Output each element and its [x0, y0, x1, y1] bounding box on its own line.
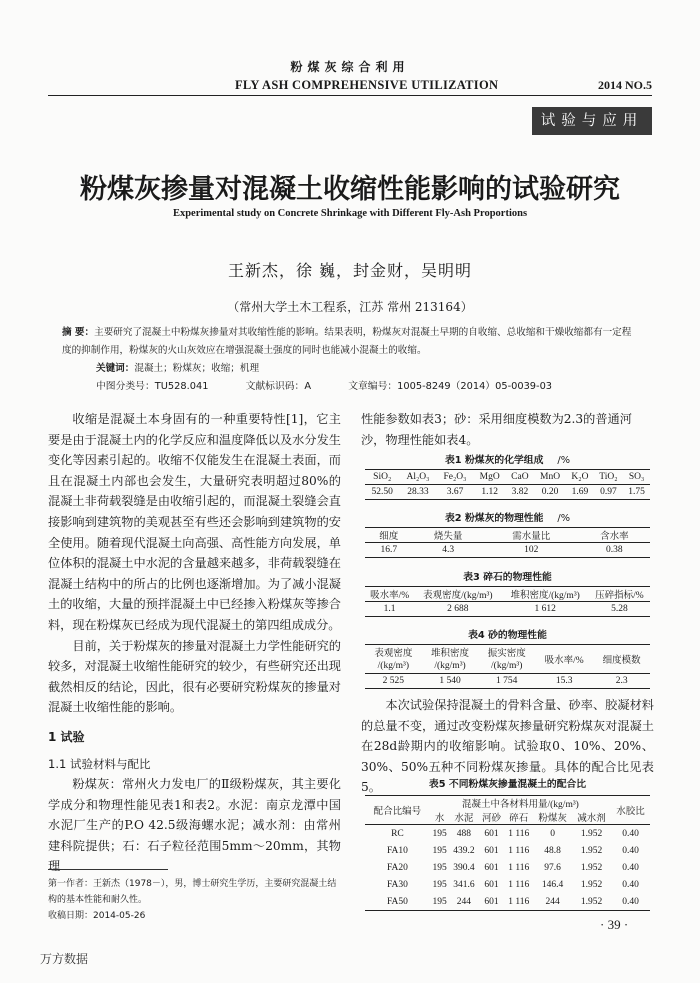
table5-cell: 48.8 — [544, 845, 561, 856]
table5-cell: 146.4 — [541, 879, 564, 890]
journal-name-en: FLY ASH COMPREHENSIVE UTILIZATION — [235, 78, 499, 92]
body-paragraph: 目前，关于粉煤灰的掺量对混凝土力学性能研究的较多，对混凝土收缩性能研究的较少，有些研究还出现截然相反的结论，因此，很有必要研究粉煤灰的掺量对混凝土收缩性能的影响。 — [48, 638, 341, 715]
table4-cell: 2.3 — [593, 674, 650, 689]
table2-cell: 16.7 — [365, 543, 413, 558]
table5-cell: 439.2 — [453, 845, 475, 856]
table2-cell: 0.38 — [579, 543, 650, 558]
table3-cell: 5.28 — [589, 602, 650, 617]
table1-header: Fe₂O₃ — [436, 470, 473, 485]
page-number: · 39 · — [600, 917, 629, 932]
table4-header: 堆积密度 — [422, 645, 479, 660]
table4-cell: 2 525 — [365, 674, 422, 689]
keywords-label: 关键词： — [96, 363, 135, 374]
table2 — [365, 527, 650, 558]
table5-cell: 1 116 — [508, 862, 530, 873]
article-title-en: Experimental study on Concrete Shrinkage with Different Fly-Ash Proportions — [172, 208, 528, 219]
table1-cell: 0.20 — [534, 485, 566, 500]
table5-header: 水胶比 — [611, 796, 650, 825]
table5-cell: 390.4 — [453, 862, 475, 873]
table1-cell: 1.69 — [566, 485, 593, 500]
table1-header: CaO — [506, 470, 534, 485]
table1-cell: 3.82 — [506, 485, 534, 500]
table5-subheader: 河砂 — [479, 810, 505, 825]
table3-cell: 1 612 — [502, 602, 589, 617]
table5-cell: FA20 — [386, 862, 408, 873]
section-tag: 试验与应用 — [532, 107, 652, 135]
table1-cell: 0.97 — [594, 485, 623, 500]
article-number: 文章编号：1005-8249（2014）05-0039-03 — [348, 381, 553, 392]
table-row — [365, 842, 650, 859]
table5-cell: 0.40 — [622, 862, 639, 873]
issue-number: 2014 NO.5 — [598, 78, 652, 92]
table2-caption: 表2 粉煤灰的物理性能 /% — [444, 513, 571, 524]
table1-caption: 表1 粉煤灰的化学组成 /% — [444, 455, 571, 466]
footnote-author: 第一作者：王新杰（1978－），男，博士研究生学历，主要研究混凝土结构的基本性能和耐久性。 — [48, 879, 337, 905]
header-rule — [48, 95, 652, 96]
body-paragraph: 收缩是混凝土本身固有的一种重要特性[1]，它主要是由于混凝土内的化学反应和温度降低以及水分发生变化等因素引起的。收缩不仅能发生在混凝土表面，而且在混凝土内部也会发生，大量研究表明超过80%的混凝土非荷载裂缝是由收缩引起的，而混凝土裂缝会直接影响到建筑物的美观甚至有些还会影响到建筑物的安全使用。随着现代混凝土向高强、高性能方向发展，单位体积的混凝土中水泥的含量越来越多，非荷载裂缝在混凝土结构中的所占的比例也逐渐增加。为了减小混凝土的收缩，大量的预拌混凝土中已经掺入粉煤灰等掺合料，现在粉煤灰已经成为现代混凝土的第四组成成分。 — [48, 412, 341, 632]
table5-cell: 0.40 — [611, 893, 650, 911]
abstract — [62, 324, 638, 378]
left-column — [48, 409, 341, 877]
table4-cell: 1 540 — [422, 674, 479, 689]
table5-cell: 1.952 — [580, 845, 603, 856]
affiliation: （常州大学土木工程系，江苏 常州 213164） — [227, 300, 473, 314]
keywords: 混凝土；粉煤灰；收缩；机理 — [134, 363, 260, 374]
abstract-label: 摘 要： — [62, 327, 95, 338]
table5-subheader: 碎石 — [504, 810, 533, 825]
table1-header: SiO₂ — [365, 470, 399, 485]
footnote — [48, 876, 341, 924]
table5-cell: FA50 — [365, 893, 430, 911]
table5-cell: 195 — [432, 828, 447, 839]
table1-cell: 1.75 — [623, 485, 650, 500]
table5-cell: 0.40 — [622, 828, 639, 839]
table3-header: 吸水率/% — [365, 587, 414, 602]
table5-cell: 97.6 — [544, 862, 561, 873]
table2-cell: 102 — [484, 543, 579, 558]
table5-cell: 244 — [533, 893, 572, 911]
table1-cell: 52.50 — [365, 485, 399, 500]
table5-cell: 1.952 — [572, 893, 611, 911]
table-row — [365, 825, 650, 843]
right-column-top — [361, 409, 654, 450]
footnote-rule — [48, 869, 168, 870]
table5-subheader: 水 — [430, 810, 449, 825]
table2-header: 含水率 — [579, 528, 650, 543]
table5-cell: 1 116 — [504, 893, 533, 911]
classification-line — [96, 378, 586, 392]
journal-name-cn: 粉煤灰综合利用 — [290, 60, 410, 74]
table4 — [365, 644, 650, 689]
table4-header-unit: /(kg/m³) — [422, 659, 479, 674]
table5-cell: 195 — [432, 879, 447, 890]
table2-header: 烧失量 — [413, 528, 484, 543]
table5-header: 配合比编号 — [365, 796, 430, 825]
table4-header-unit: /(kg/m³) — [365, 659, 422, 674]
document-code: 文献标识码：A — [245, 381, 312, 392]
table3 — [365, 586, 650, 617]
table1-cell: 3.67 — [436, 485, 473, 500]
body-paragraph: 性能参数如表3；砂：采用细度模数为2.3的普通河沙，物理性能如表4。 — [361, 412, 632, 447]
table4-header: 吸水率/% — [535, 645, 593, 674]
table3-header: 压碎指标/% — [589, 587, 650, 602]
table5-cell: 601 — [484, 845, 499, 856]
table5-cell: 195 — [430, 893, 449, 911]
table4-header: 表观密度 — [365, 645, 422, 660]
table5-group-header: 混凝土中各材料用量/(kg/m³) — [430, 796, 611, 811]
table3-header: 表观密度/(kg/m³) — [414, 587, 501, 602]
table5-cell: 195 — [432, 845, 447, 856]
table5-cell: 1 116 — [508, 845, 530, 856]
table1 — [365, 469, 650, 500]
table4-caption: 表4 砂的物理性能 — [468, 630, 547, 641]
table1-header: MgO — [474, 470, 506, 485]
watermark: 万方数据 — [40, 952, 89, 966]
footnote-date: 收稿日期：2014-05-26 — [48, 911, 146, 921]
authors: 王新杰，徐 巍，封金财，吴明明 — [227, 261, 473, 280]
table1-header: TiO₂ — [594, 470, 623, 485]
table1-header: MnO — [534, 470, 566, 485]
table5-cell: 244 — [449, 893, 478, 911]
section-heading: 1 试验 — [48, 729, 85, 744]
table5-cell: 488 — [456, 828, 472, 839]
table5-cell: 601 — [484, 828, 499, 839]
table3-cell: 2 688 — [414, 602, 501, 617]
table3-cell: 1.1 — [365, 602, 414, 617]
table5-cell: 601 — [484, 879, 499, 890]
table1-header: SO₃ — [623, 470, 650, 485]
table5-subheader: 粉煤灰 — [533, 810, 572, 825]
table5-cell: 0.40 — [622, 879, 639, 890]
table2-header: 细度 — [365, 528, 413, 543]
table5-cell: 1 116 — [508, 828, 530, 839]
table-row — [365, 859, 650, 876]
article-title: 粉煤灰掺量对混凝土收缩性能影响的试验研究 — [80, 174, 620, 205]
table1-cell: 28.33 — [399, 485, 436, 500]
table5 — [365, 795, 650, 911]
table2-header: 需水量比 — [484, 528, 579, 543]
table5-cell: 0.40 — [622, 845, 639, 856]
table5-cell: 195 — [432, 862, 447, 873]
table5-subheader: 减水剂 — [572, 810, 611, 825]
table5-cell: 1.952 — [580, 879, 603, 890]
table4-cell: 1 754 — [478, 674, 535, 689]
table-row — [365, 876, 650, 893]
table4-header: 细度模数 — [593, 645, 650, 674]
table4-header-unit: /(kg/m³) — [478, 659, 535, 674]
table1-cell: 1.12 — [474, 485, 506, 500]
body-paragraph: 粉煤灰：常州火力发电厂的Ⅱ级粉煤灰，其主要化学成分和物理性能见表1和表2。水泥：南京龙潭中国水泥厂生产的P.O 42.5级海螺水泥；减水剂：由常州建科院提供；石：石子粒径范围5mm～20mm，其物理 — [48, 777, 341, 874]
table5-cell: 0 — [550, 828, 555, 839]
table5-cell: 1.952 — [580, 862, 603, 873]
table4-cell: 15.3 — [535, 674, 593, 689]
table3-header: 堆积密度/(kg/m³) — [502, 587, 589, 602]
body-paragraph: 本次试验保持混凝土的骨料含量、砂率、胶凝材料的总量不变，通过改变粉煤灰掺量研究粉煤灰对混凝土在28d龄期内的收缩影响。试验取0、10%、20%、30%、50%五种不同粉煤灰掺量。具体的配合比见表5。 — [361, 698, 654, 795]
table5-cell: 1 116 — [508, 879, 530, 890]
table5-cell: 601 — [484, 862, 499, 873]
abstract-text: 主要研究了混凝土中粉煤灰掺量对其收缩性能的影响。结果表明，粉煤灰对混凝土早期的自收缩、总收缩和干燥收缩都有一定程度的抑制作用，粉煤灰的火山灰效应在增强混凝土强度的同时也能减小混凝土的收缩。 — [62, 327, 632, 356]
subsection-heading: 1.1 试验材料与配比 — [48, 756, 151, 771]
table5-caption: 表5 不同粉煤灰掺量混凝土的配合比 — [428, 779, 587, 790]
table5-cell: 341.6 — [453, 879, 475, 890]
table3-caption: 表3 碎石的物理性能 — [463, 572, 552, 583]
table4-header: 振实密度 — [478, 645, 535, 660]
table5-cell: FA10 — [386, 845, 408, 856]
table5-cell: FA30 — [386, 879, 408, 890]
table1-header: K₂O — [566, 470, 593, 485]
table-row — [365, 893, 650, 911]
table5-subheader: 水泥 — [449, 810, 478, 825]
table5-cell: 1.952 — [580, 828, 603, 839]
table2-cell: 4.3 — [413, 543, 484, 558]
table1-header: Al₂O₃ — [399, 470, 436, 485]
clc-number: 中图分类号：TU528.041 — [96, 381, 209, 392]
table5-cell: RC — [391, 828, 404, 839]
table5-cell: 601 — [479, 893, 505, 911]
